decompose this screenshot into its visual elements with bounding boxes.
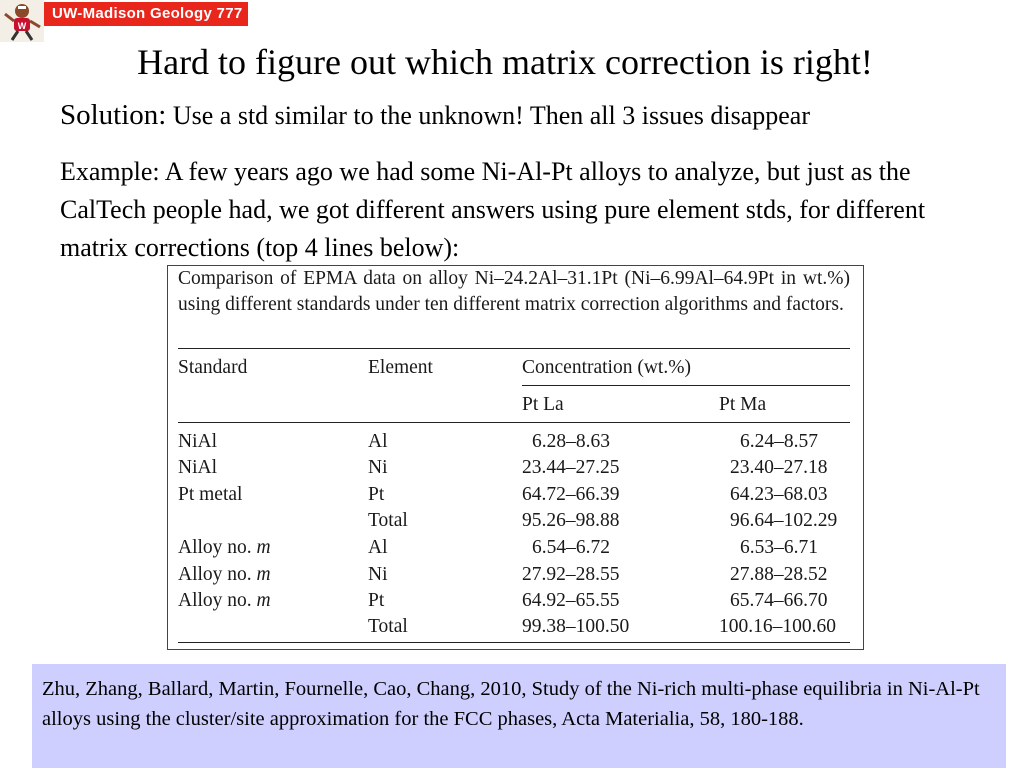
- cell-element: Al: [368, 537, 388, 558]
- cell-pt-ma: 96.64–102.29: [730, 510, 838, 531]
- cell-element: Al: [368, 431, 388, 452]
- solution-line: [60, 96, 1010, 139]
- badger-mascot-icon: [0, 0, 44, 42]
- cell-standard-italic: m: [256, 537, 271, 558]
- cell-standard-italic: m: [256, 590, 271, 611]
- cell-pt-ma: 100.16–100.60: [719, 616, 836, 637]
- table-top-rule: [178, 348, 850, 349]
- header-standard: Standard: [178, 357, 248, 378]
- header-element: Element: [368, 357, 433, 378]
- header-pt-ma: Pt Ma: [719, 394, 767, 415]
- cell-pt-ma: 23.40–27.18: [730, 457, 828, 478]
- cell-pt-la: 95.26–98.88: [522, 510, 620, 531]
- cell-standard-text: Alloy no.: [178, 564, 257, 585]
- cell-standard: [178, 588, 271, 614]
- solution-lead: Solution:: [60, 99, 167, 131]
- cell-element: Ni: [368, 457, 388, 478]
- svg-text:W: W: [17, 21, 27, 31]
- cell-standard: Pt metal: [178, 484, 243, 505]
- cell-pt-la: 23.44–27.25: [522, 457, 620, 478]
- cell-pt-ma: 6.24–8.57: [740, 431, 818, 452]
- cell-standard: [178, 535, 271, 561]
- cell-pt-la: 6.28–8.63: [532, 431, 610, 452]
- cell-pt-la: 6.54–6.72: [532, 537, 610, 558]
- slide-title: Hard to figure out which matrix correction is right!: [137, 42, 873, 82]
- cell-pt-ma: 6.53–6.71: [740, 537, 818, 558]
- cell-pt-ma: 27.88–28.52: [730, 564, 828, 585]
- header-bottom-rule: [178, 422, 850, 423]
- cell-standard: NiAl: [178, 431, 217, 452]
- cell-standard-italic: m: [256, 564, 271, 585]
- cell-pt-ma: 64.23–68.03: [730, 484, 828, 505]
- cell-standard: [178, 562, 271, 588]
- reference-text: Zhu, Zhang, Ballard, Martin, Fournelle, Cao, Chang, 2010, Study of the Ni-rich multi-phase equilibria in Ni-Al-Pt alloys using the cluster/site approximation for the FCC phases, Acta Materialia, 58, 180-188.: [42, 678, 980, 730]
- cell-pt-ma: 65.74–66.70: [730, 590, 828, 611]
- uw-geology-logo: [0, 0, 250, 42]
- epma-table-figure: [167, 265, 864, 650]
- cell-standard-text: Alloy no.: [178, 590, 257, 611]
- cell-standard-text: Alloy no.: [178, 537, 257, 558]
- reference-box: [32, 664, 1006, 768]
- cell-pt-la: 64.72–66.39: [522, 484, 620, 505]
- cell-pt-la: 64.92–65.55: [522, 590, 620, 611]
- cell-pt-la: 27.92–28.55: [522, 564, 620, 585]
- logo-text: UW-Madison Geology 777: [44, 2, 248, 26]
- example-paragraph: Example: A few years ago we had some Ni-Al-Pt alloys to analyze, but just as the CalTech people had, we got different answers using pure element stds, for different matrix corrections (top 4 lines below):: [60, 157, 926, 262]
- cell-element: Total: [368, 510, 408, 531]
- table-caption: Comparison of EPMA data on alloy Ni–24.2Al–31.1Pt (Ni–6.99Al–64.9Pt in wt.%) using different standards under ten different matrix correction algorithms and factors.: [178, 268, 850, 315]
- header-pt-la: Pt La: [522, 394, 564, 415]
- cell-element: Total: [368, 616, 408, 637]
- cell-standard: NiAl: [178, 457, 217, 478]
- cell-pt-la: 99.38–100.50: [522, 616, 630, 637]
- solution-text: Use a std similar to the unknown! Then all 3 issues disappear: [166, 101, 810, 130]
- cell-element: Pt: [368, 484, 385, 505]
- cell-element: Pt: [368, 590, 385, 611]
- header-concentration: Concentration (wt.%): [522, 357, 691, 378]
- concentration-rule: [522, 385, 850, 386]
- table-bottom-rule: [178, 642, 850, 643]
- cell-element: Ni: [368, 564, 388, 585]
